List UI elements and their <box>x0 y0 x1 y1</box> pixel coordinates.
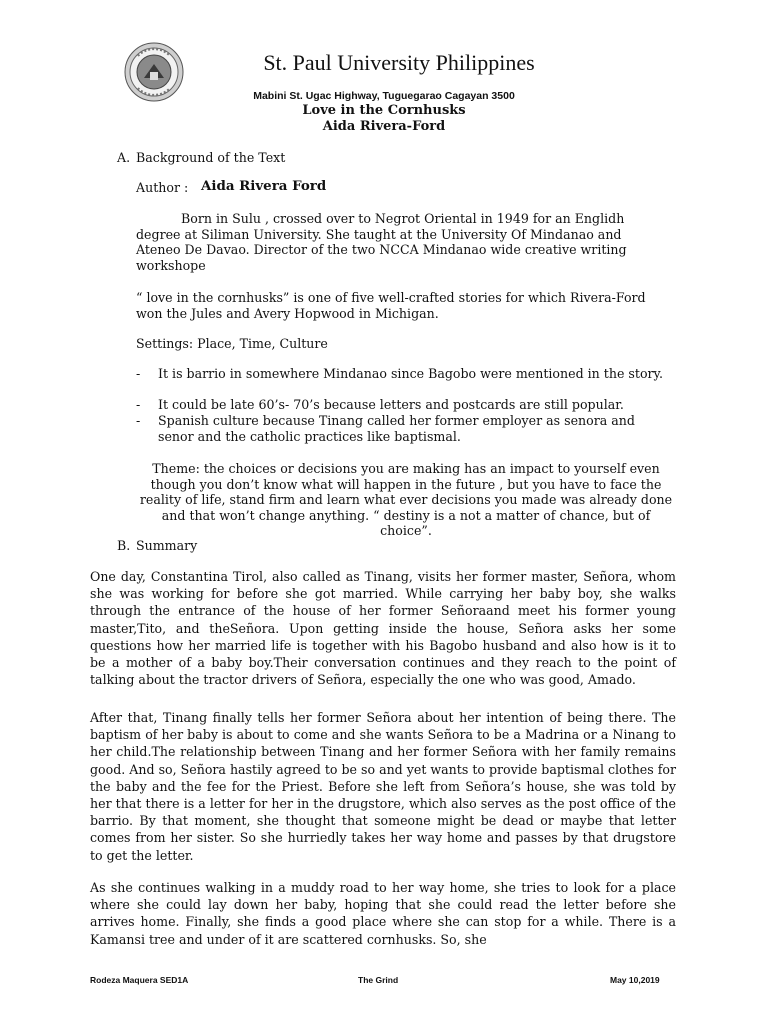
footer-date: May 10,2019 <box>610 975 660 985</box>
bullet-dash: - <box>136 397 141 412</box>
bullet-dash: - <box>136 366 141 381</box>
summary-paragraph: One day, Constantina Tirol, also called as Tinang, visits her former master, Señora, whom she was working for before she got married. While carrying her baby boy, she walks through the entrance of the house of her former Señoraand meet his former young master,Tito, and theSeñora. Upon getting inside the house, Señora asks her some questions how her married life is together with his Bagobo husband and also how is it to be a mother of a baby boy.Their conversation continues and they reach to the point of talking about the tractor drivers of Señora, especially the one who was good, Amado. <box>90 569 676 688</box>
university-address: Mabini St. Ugac Highway, Tuguegarao Cagayan 3500 <box>253 90 515 102</box>
setting-bullet-time: It could be late 60’s- 70’s because letters and postcards are still popular. <box>158 397 624 412</box>
theme-statement: Theme: the choices or decisions you are making has an impact to yourself even though you don’t know what will happen in the future , but you have to face the reality of life, stand firm and learn what ever decisions you made was already done and that won’t change anything. “ destiny is a not a matter of chance, but of choice”. <box>139 461 673 539</box>
settings-label: Settings: Place, Time, Culture <box>136 336 328 351</box>
summary-paragraph: As she continues walking in a muddy road to her way home, she tries to look for a place where she could lay down her baby, hoping that she could read the letter before she arrives home. Finally, she finds a good place where she can stop for a while. There is a Kamansi tree and under of it are scattered cornhusks. So, she <box>90 880 676 947</box>
summary-paragraph: After that, Tinang finally tells her former Señora about her intention of being there. The baptism of her baby is about to come and she wants Señora to be a Madrina or a Ninang to her child.The relationship between Tinang and her former Señora with her family remains good. And so, Señora hastily agreed to be so and yet wants to provide baptismal clothes for the baby and the fee for the Priest. Before she left from Señora’s house, she was told by her that there is a letter for her in the drugstore, which also serves as the post office of the barrio. By that moment, she thought that someone might be dead or maybe that letter comes from her sister. So she hurriedly takes her way home and passes by that drugstore to get the letter. <box>90 710 676 863</box>
author-bio: Born in Sulu , crossed over to Negrot Oriental in 1949 for an Englidh degree at Siliman University. She taught at the University Of Mindanao and Ateneo De Davao. Director of the two NCCA Mindanao wide creative writing workshope <box>136 211 627 273</box>
university-name: St. Paul University Philippines <box>263 50 535 75</box>
footer-title: The Grind <box>358 975 399 985</box>
section-b-letter: B. <box>117 538 131 553</box>
setting-bullet-place: It is barrio in somewhere Mindanao since Bagobo were mentioned in the story. <box>158 366 663 381</box>
author-label: Author : <box>136 180 189 195</box>
section-a-title: Background of the Text <box>136 150 286 165</box>
story-title: Love in the Cornhusks <box>302 103 466 118</box>
section-a-letter: A. <box>117 150 131 165</box>
bullet-dash: - <box>136 413 141 428</box>
author-name: Aida Rivera Ford <box>201 178 327 194</box>
story-intro: “ love in the cornhusks” is one of five well-crafted stories for which Rivera-Ford won the Jules and Avery Hopwood in Michigan. <box>136 290 646 321</box>
footer-student-name: Rodeza Maquera SED1A <box>90 975 189 985</box>
section-b-title: Summary <box>136 538 198 553</box>
story-author: Aida Rivera-Ford <box>322 119 446 134</box>
setting-bullet-culture: Spanish culture because Tinang called her former employer as senora and senor and the catholic practices like baptismal. <box>158 413 635 444</box>
